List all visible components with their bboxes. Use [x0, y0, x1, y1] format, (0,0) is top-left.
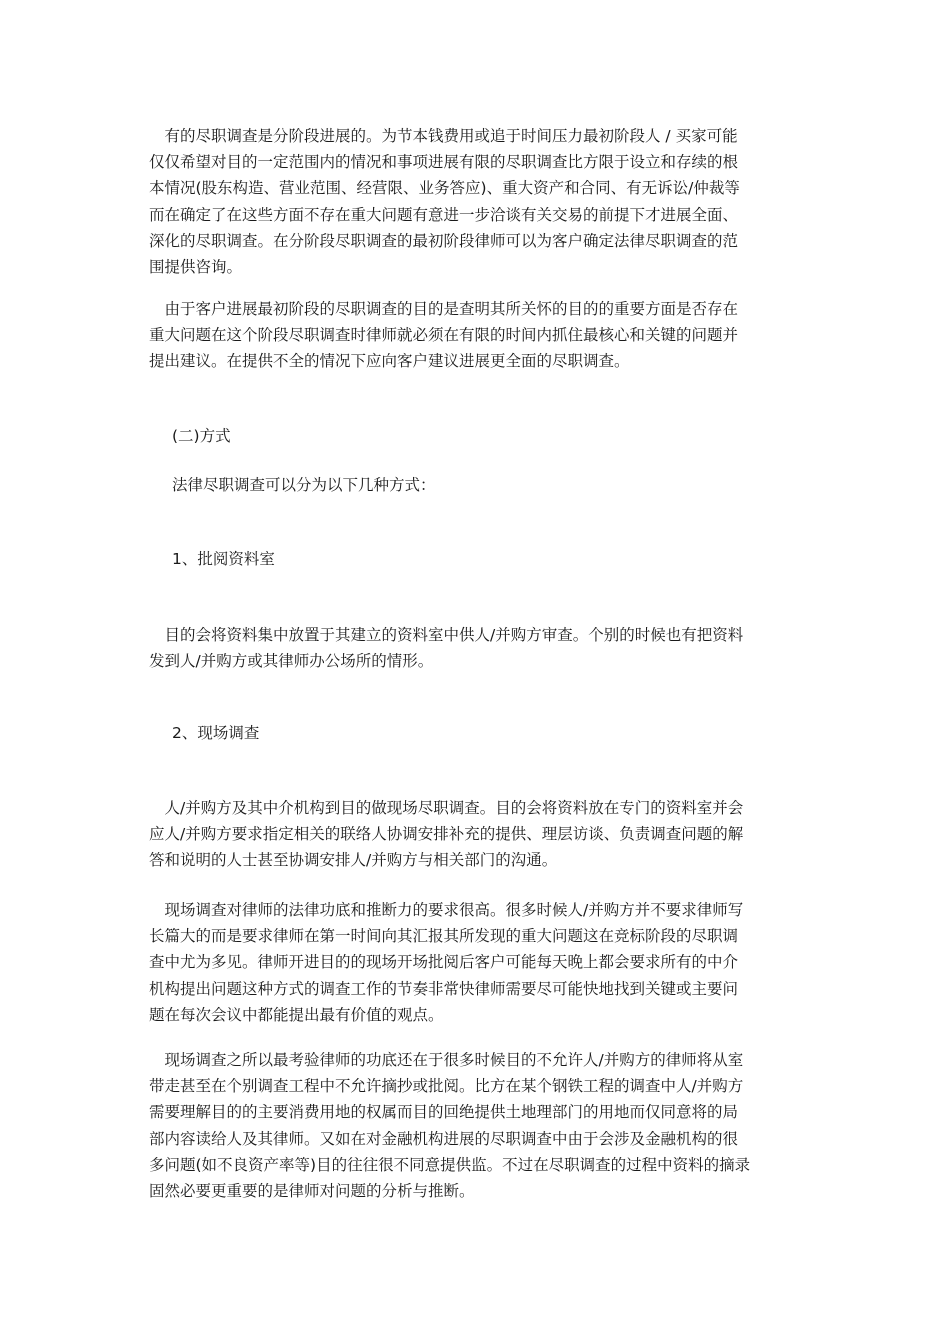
text-line: 应人/并购方要求指定相关的联络人协调安排补充的提供、理层访谈、负责调查问题的解 [149, 825, 744, 844]
text-line: 而在确定了在这些方面不存在重大问题有意进一步洽谈有关交易的前提下才进展全面、 [149, 205, 739, 224]
text-line: 重大问题在这个阶段尽职调查时律师就必须在有限的时间内抓住最核心和关键的问题并 [149, 326, 739, 345]
text-line: 现场调查之所以最考验律师的功底还在于很多时候目的不允许人/并购方的律师将从室 [149, 1051, 744, 1069]
text-line: 本情况(股东构造、营业范围、经营限、业务答应)、重大资产和合同、有无诉讼/仲裁等 [149, 179, 740, 198]
text-line: 仅仅希望对目的一定范围内的情况和事项进展有限的尽职调查比方限于设立和存续的根 [149, 153, 739, 172]
paragraph-onsite-challenges [149, 1047, 809, 1204]
text-line: 需要理解目的的主要消费用地的权属而目的回绝提供土地理部门的用地而仅同意将的局 [149, 1103, 739, 1122]
text-line: 人/并购方及其中介机构到目的做现场尽职调查。目的会将资料放在专门的资料室并会 [149, 799, 744, 817]
item-heading-onsite: 2、现场调查 [172, 724, 260, 742]
text-line: 题在每次会议中都能提出最有价值的观点。 [149, 1005, 444, 1024]
text-line: 查中尤为多见。律师开进目的的现场开场批阅后客户可能每天晚上都会要求所有的中介 [149, 953, 739, 972]
methods-intro: 法律尽职调查可以分为以下几种方式： [172, 476, 436, 494]
text-line: 多问题(如不良资产率等)目的往往很不同意提供监。不过在尽职调查的过程中资料的摘录 [149, 1155, 751, 1174]
paragraph-initial-stage-purpose [149, 296, 809, 375]
paragraph-data-room [149, 622, 809, 674]
text-line: 发到人/并购方或其律师办公场所的情形。 [149, 652, 434, 671]
text-line: 由于客户进展最初阶段的尽职调查的目的是查明其所关怀的目的的重要方面是否存在 [149, 300, 739, 318]
text-line: 固然必要更重要的是律师对问题的分析与推断。 [149, 1182, 475, 1201]
text-line: 答和说明的人士甚至协调安排人/并购方与相关部门的沟通。 [149, 851, 558, 870]
paragraph-onsite-requirements [149, 897, 809, 1028]
text-line: 有的尽职调查是分阶段进展的。为节本钱费用或追于时间压力最初阶段人 / 买家可能 [149, 127, 738, 145]
text-line: 带走甚至在个别调查工程中不允许摘抄或批阅。比方在某个钢铁工程的调查中人/并购方 [149, 1077, 744, 1096]
text-line: 深化的尽职调查。在分阶段尽职调查的最初阶段律师可以为客户确定法律尽职调查的范 [149, 231, 739, 250]
item-heading-data-room: 1、批阅资料室 [172, 550, 275, 568]
paragraph-onsite-investigation [149, 795, 809, 874]
text-line: 提出建议。在提供不全的情况下应向客户建议进展更全面的尽职调查。 [149, 352, 630, 371]
text-line: 长篇大的而是要求律师在第一时间向其汇报其所发现的重大问题这在竞标阶段的尽职调 [149, 927, 739, 946]
text-line: 现场调查对律师的法律功底和推断力的要求很高。很多时候人/并购方并不要求律师写 [149, 901, 744, 919]
text-line: 目的会将资料集中放置于其建立的资料室中供人/并购方审查。个别的时候也有把资料 [149, 626, 744, 644]
text-line: 部内容读给人及其律师。又如在对金融机构进展的尽职调查中由于会涉及金融机构的很 [149, 1129, 739, 1148]
section-heading-methods: (二)方式 [172, 427, 231, 445]
text-line: 围提供咨询。 [149, 258, 243, 277]
text-line: 机构提出问题这种方式的调查工作的节奏非常快律师需要尽可能快地找到关键或主要问 [149, 979, 739, 998]
paragraph-staged-due-diligence [149, 123, 809, 280]
